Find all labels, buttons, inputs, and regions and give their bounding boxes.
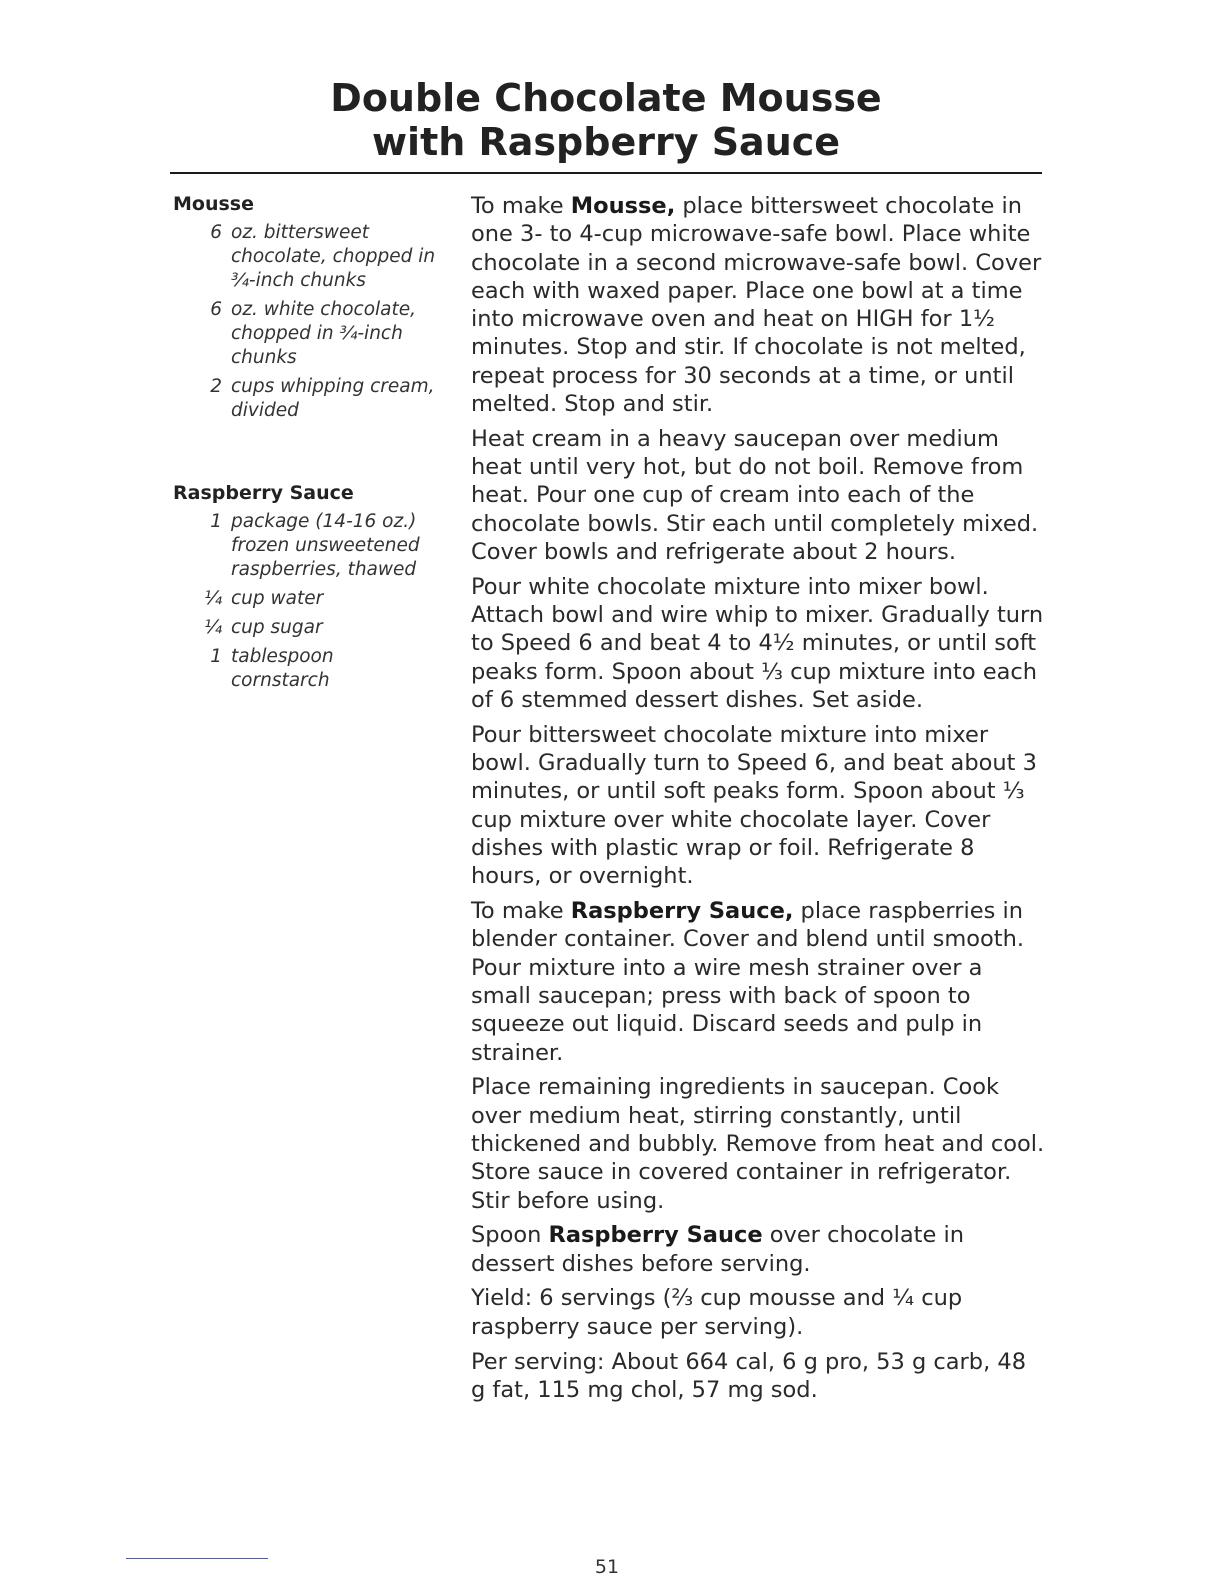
- ingredient-qty: 2: [210, 376, 222, 397]
- ingredient-qty: 6: [210, 222, 222, 243]
- ingredient-text: cup sugar: [231, 617, 323, 638]
- ingredient-item: [173, 587, 448, 611]
- nutrition-paragraph: Per serving: About 664 cal, 6 g pro, 53 g carb, 48 g fat, 115 mg chol, 57 mg sod.: [471, 1348, 1027, 1403]
- title-divider: [170, 172, 1042, 174]
- direction-paragraph: [471, 192, 1046, 418]
- direction-text: over chocolate in dessert dishes before serving.: [471, 1222, 964, 1277]
- directions-column: [471, 192, 1046, 1411]
- direction-text: To make: [471, 898, 571, 925]
- yield-paragraph: Yield: 6 servings (⅔ cup mousse and ¼ cup raspberry sauce per serving).: [471, 1285, 963, 1340]
- direction-paragraph: [471, 897, 1046, 1067]
- ingredient-qty: 6: [210, 299, 222, 320]
- ingredient-text: oz. bittersweet chocolate, chopped in ¾-inch chunks: [231, 222, 436, 291]
- direction-bold-term: Raspberry Sauce,: [570, 898, 794, 925]
- ingredient-text: cup water: [231, 588, 324, 609]
- direction-text: Spoon: [471, 1222, 549, 1249]
- footer-line: [126, 1558, 268, 1559]
- direction-paragraph: Heat cream in a heavy saucepan over medium heat until very hot, but do not boil. Remove from heat. Pour one cup of cream into each of the chocolate bowls. Stir each until completely mixed. Cover bowls and refrigerate about 2 hours.: [471, 425, 1039, 566]
- ingredient-qty: ¼: [204, 588, 222, 609]
- ingredient-qty: ¼: [204, 617, 222, 638]
- direction-text: place raspberries in blender container. Cover and blend until smooth. Pour mixture into a wire mesh strainer over a small saucepan; press with back of spoon to squeeze out liquid. Discard seeds and pulp in strainer.: [471, 898, 1025, 1066]
- direction-text: place bittersweet chocolate in one 3- to 4-cup microwave-safe bowl. Place white chocolate in a second microwave-safe bowl. Cover each with waxed paper. Place one bowl at a time into microwave oven and heat on HIGH for 1½ minutes. Stop and stir. If chocolate is not melted, repeat process for 30 seconds at a time, or until melted. Stop and stir.: [471, 193, 1042, 418]
- ingredient-qty: 1: [210, 646, 222, 667]
- ingredients-column: [173, 192, 448, 693]
- page-number: 51: [594, 1556, 620, 1578]
- ingredient-item: [173, 298, 448, 370]
- ingredient-text: cups whipping cream, divided: [231, 376, 435, 421]
- direction-paragraph: [471, 1221, 1046, 1278]
- recipe-title: [170, 76, 1042, 164]
- ingredient-item: [173, 375, 448, 423]
- ingredient-qty: 1: [210, 511, 222, 532]
- direction-bold-term: Mousse,: [570, 193, 676, 219]
- ingredient-text: oz. white chocolate, chopped in ¾-inch chunks: [231, 299, 416, 368]
- ingredient-item: [173, 645, 448, 693]
- direction-paragraph: Pour white chocolate mixture into mixer bowl. Attach bowl and wire whip to mixer. Gradually turn to Speed 6 and beat 4 to 4½ minutes, or until soft peaks form. Spoon about ⅓ cup mixture into each of 6 stemmed dessert dishes. Set aside.: [471, 573, 1044, 714]
- ingredient-item: [173, 510, 448, 582]
- direction-paragraph: Pour bittersweet chocolate mixture into mixer bowl. Gradually turn to Speed 6, and beat about 3 minutes, or until soft peaks form. Spoon about ⅓ cup mixture over white chocolate layer. Cover dishes with plastic wrap or foil. Refrigerate 8 hours, or overnight.: [471, 721, 1037, 890]
- recipe-title-line-1: Double Chocolate Mousse: [330, 76, 882, 120]
- direction-bold-term: Raspberry Sauce: [548, 1222, 763, 1249]
- direction-paragraph: Place remaining ingredients in saucepan. Cook over medium heat, stirring constantly, until thickened and bubbly. Remove from heat and cool. Store sauce in covered container in refrigerator. Stir before using.: [471, 1074, 1045, 1214]
- recipe-title-line-2: with Raspberry Sauce: [371, 120, 841, 164]
- ingredient-text: tablespoon cornstarch: [231, 646, 334, 691]
- sauce-section-label: Raspberry Sauce: [173, 482, 354, 504]
- ingredient-item: [173, 221, 448, 293]
- ingredient-text: package (14-16 oz.) frozen unsweetened raspberries, thawed: [231, 511, 420, 580]
- ingredient-item: [173, 616, 448, 640]
- direction-text: To make: [471, 193, 571, 219]
- mousse-section-label: Mousse: [173, 193, 254, 215]
